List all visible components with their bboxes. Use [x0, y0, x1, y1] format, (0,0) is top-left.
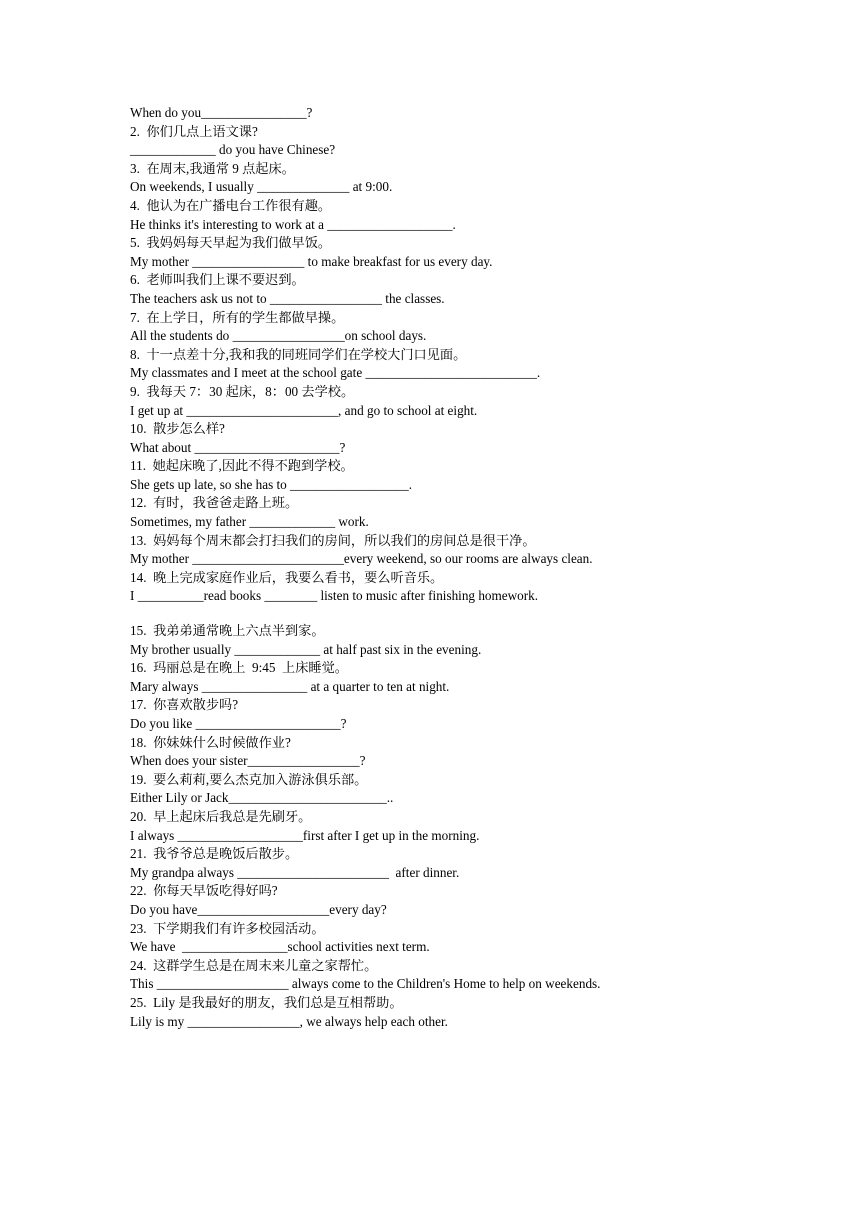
item-12-chinese: 12. 有时，我爸爸走路上班。 — [130, 495, 299, 511]
item-14-chinese: 14. 晚上完成家庭作业后，我要么看书，要么听音乐。 — [130, 569, 444, 585]
item-25-english: Lily is my _________________, we always help each other. — [130, 1013, 448, 1029]
item-14-english: I __________read books ________ listen to music after finishing homework. — [130, 588, 539, 604]
item-17-chinese: 17. 你喜欢散步吗? — [130, 697, 239, 713]
item-7-chinese: 7. 在上学日，所有的学生都做早操。 — [130, 309, 345, 325]
item-16-english: Mary always ________________ at a quarter to ten at night. — [130, 678, 450, 694]
item-9-english: I get up at _______________________, and go to school at eight. — [130, 402, 478, 418]
item-15-chinese: 15. 我弟弟通常晚上六点半到家。 — [130, 623, 325, 639]
item-13-chinese: 13. 妈妈每个周末都会打扫我们的房间，所以我们的房间总是很干净。 — [130, 532, 536, 548]
item-11-chinese: 11. 她起床晚了,因此不得不跑到学校。 — [130, 458, 354, 474]
item-24-english: This ____________________ always come to the Children's Home to help on weekends. — [130, 976, 601, 992]
item-16-chinese: 16. 玛丽总是在晚上 9:45 上床睡觉。 — [130, 660, 348, 676]
item-10-chinese: 10. 散步怎么样? — [130, 421, 225, 437]
item-15-english: My brother usually _____________ at half past six in the evening. — [130, 641, 482, 657]
item-18-chinese: 18. 你妹妹什么时候做作业? — [130, 734, 291, 750]
item-19-chinese: 19. 要么莉莉,要么杰克加入游泳俱乐部。 — [130, 771, 368, 787]
item-13-english: My mother _______________________every weekend, so our rooms are always clean. — [130, 551, 593, 567]
item-24-chinese: 24. 这群学生总是在周末来儿童之家帮忙。 — [130, 957, 378, 973]
item-17-english: Do you like ______________________? — [130, 716, 347, 731]
item-25-chinese: 25. Lily 是我最好的朋友，我们总是互相帮助。 — [130, 994, 403, 1010]
item-7-english: All the students do _________________on school days. — [130, 328, 427, 344]
item-5-english: My mother _________________ to make breakfast for us every day. — [130, 253, 493, 269]
blank-gap — [130, 606, 770, 622]
item-19-english: Either Lily or Jack________________________.. — [130, 790, 394, 806]
item-21-english: My grandpa always _______________________ after dinner. — [130, 864, 460, 880]
item-9-chinese: 9. 我每天 7：30 起床，8：00 去学校。 — [130, 383, 355, 399]
item-22-chinese: 22. 你每天早饭吃得好吗? — [130, 883, 278, 899]
item-3-english: On weekends, I usually ______________ at 9:00. — [130, 179, 393, 195]
item-1-english: When do you________________? — [130, 105, 313, 120]
item-2-english: _____________ do you have Chinese? — [130, 142, 336, 158]
item-8-english: My classmates and I meet at the school gate __________________________. — [130, 365, 541, 381]
item-6-english: The teachers ask us not to _________________ the classes. — [130, 290, 445, 306]
item-23-english: We have ________________school activities next term. — [130, 939, 430, 955]
item-23-chinese: 23. 下学期我们有许多校园活动。 — [130, 920, 325, 936]
item-4-english: He thinks it's interesting to work at a ___________________. — [130, 216, 456, 232]
item-2-chinese: 2. 你们几点上语文课? — [130, 123, 258, 139]
item-6-chinese: 6. 老师叫我们上课不要迟到。 — [130, 272, 305, 288]
item-20-chinese: 20. 早上起床后我总是先刷牙。 — [130, 808, 312, 824]
worksheet-content — [130, 104, 770, 1031]
item-18-english: When does your sister_________________? — [130, 753, 366, 769]
item-8-chinese: 8. 十一点差十分,我和我的同班同学们在学校大门口见面。 — [130, 346, 467, 362]
item-10-english: What about ______________________? — [130, 439, 346, 455]
item-20-english: I always ___________________first after I get up in the morning. — [130, 827, 480, 843]
item-5-chinese: 5. 我妈妈每天早起为我们做早饭。 — [130, 235, 332, 251]
item-12-english: Sometimes, my father _____________ work. — [130, 514, 369, 530]
item-4-chinese: 4. 他认为在广播电台工作很有趣。 — [130, 197, 332, 213]
item-3-chinese: 3. 在周末,我通常 9 点起床。 — [130, 160, 295, 176]
item-11-english: She gets up late, so she has to __________________. — [130, 476, 413, 492]
item-21-chinese: 21. 我爷爷总是晚饭后散步。 — [130, 846, 299, 862]
item-22-english: Do you have____________________every day? — [130, 901, 387, 917]
